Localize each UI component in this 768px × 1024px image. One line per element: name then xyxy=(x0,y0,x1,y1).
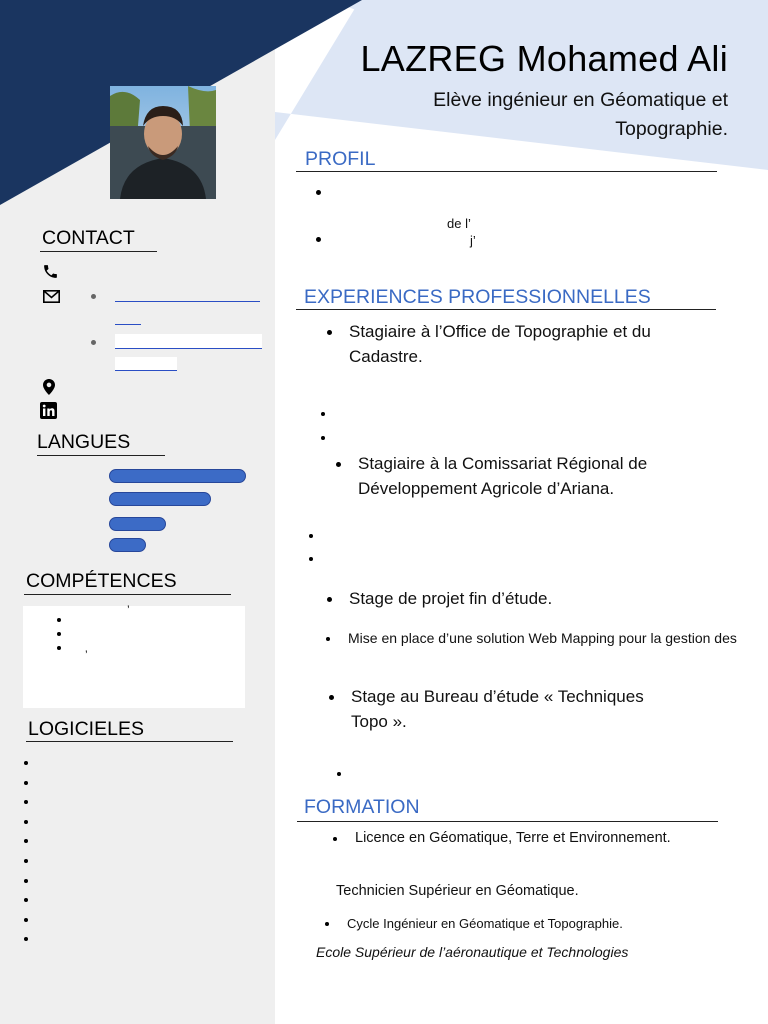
profile-photo xyxy=(110,86,216,199)
education-school: Ecole Supérieur de l’aéronautique et Technologies xyxy=(316,944,629,960)
education-bullet xyxy=(333,837,337,841)
candidate-name: LAZREG Mohamed Ali xyxy=(360,38,728,79)
language-level-bar-3 xyxy=(109,517,166,531)
experience-sub-bullet xyxy=(309,534,313,538)
experience-item-3: Stage de projet fin d’étude. xyxy=(349,589,553,608)
experience-sub-bullet xyxy=(326,637,330,641)
software-bullet xyxy=(24,781,28,785)
experience-bullet xyxy=(327,330,332,335)
software-bullet xyxy=(24,879,28,883)
software-title: LOGICIELES xyxy=(28,718,144,740)
email-link-1-wrap[interactable] xyxy=(115,324,141,325)
profile-bullet xyxy=(316,190,321,195)
skill-mark-2: ’ xyxy=(85,648,88,662)
email-link-2[interactable] xyxy=(115,348,262,349)
experience-item-1: Stagiaire à l’Office de Topographie et du Cadastre. xyxy=(349,322,651,366)
email-link-2-wrap[interactable] xyxy=(115,370,177,371)
software-bullet xyxy=(24,918,28,922)
skills-box xyxy=(23,606,245,708)
email-link-1[interactable] xyxy=(115,301,260,302)
software-bullet xyxy=(24,839,28,843)
skills-rule xyxy=(24,594,231,595)
email-bullet xyxy=(91,294,96,299)
language-level-bar-2 xyxy=(109,492,211,506)
language-level-bar-4 xyxy=(109,538,146,552)
experience-sub-bullet xyxy=(321,436,325,440)
email-highlight xyxy=(115,334,262,348)
linkedin-icon[interactable] xyxy=(40,402,57,419)
candidate-subtitle: Elève ingénieur en Géomatique et Topographie. xyxy=(433,89,728,140)
profile-bullet xyxy=(316,237,321,242)
skill-bullet xyxy=(57,646,61,650)
email-bullet-2 xyxy=(91,340,96,345)
software-bullet xyxy=(24,800,28,804)
contact-title: CONTACT xyxy=(42,227,135,249)
education-rule xyxy=(297,821,718,822)
skill-mark-1: ’ xyxy=(127,603,130,617)
email-highlight-2 xyxy=(115,357,177,370)
experience-item-4: Stage au Bureau d’étude « Techniques Topo ». xyxy=(351,687,644,731)
mail-icon xyxy=(43,290,60,303)
project-detail: Mise en place d’une solution Web Mapping pour la gestion des xyxy=(348,630,737,646)
experience-bullet xyxy=(329,695,334,700)
experience-sub-bullet xyxy=(337,772,341,776)
experience-title: EXPERIENCES PROFESSIONNELLES xyxy=(304,286,651,308)
profile-fragment-2: j’ xyxy=(470,233,476,248)
software-bullet xyxy=(24,859,28,863)
experience-bullet xyxy=(327,597,332,602)
profile-fragment-1: de l’ xyxy=(447,216,471,231)
education-licence: Licence en Géomatique, Terre et Environnement. xyxy=(355,830,671,846)
skill-bullet xyxy=(57,632,61,636)
software-rule xyxy=(26,741,233,742)
languages-title: LANGUES xyxy=(37,431,131,453)
location-pin-icon xyxy=(43,379,55,395)
language-level-bar-1 xyxy=(109,469,246,483)
education-bullet xyxy=(325,922,329,926)
experience-rule xyxy=(296,309,716,310)
skill-bullet xyxy=(57,618,61,622)
software-bullet xyxy=(24,937,28,941)
software-bullet xyxy=(24,898,28,902)
profile-title: PROFIL xyxy=(305,148,376,170)
experience-sub-bullet xyxy=(309,557,313,561)
experience-bullet xyxy=(336,462,341,467)
education-title: FORMATION xyxy=(304,796,420,818)
contact-rule xyxy=(40,251,157,252)
education-technicien: Technicien Supérieur en Géomatique. xyxy=(336,883,579,899)
phone-icon xyxy=(42,263,59,280)
education-cycle: Cycle Ingénieur en Géomatique et Topographie. xyxy=(347,916,623,931)
software-bullet xyxy=(24,761,28,765)
languages-rule xyxy=(37,455,165,456)
profile-rule xyxy=(296,171,717,172)
experience-sub-bullet xyxy=(321,412,325,416)
experience-item-2: Stagiaire à la Comissariat Régional de Développement Agricole d’Ariana. xyxy=(358,454,648,498)
software-bullet xyxy=(24,820,28,824)
skills-title: COMPÉTENCES xyxy=(26,570,177,592)
